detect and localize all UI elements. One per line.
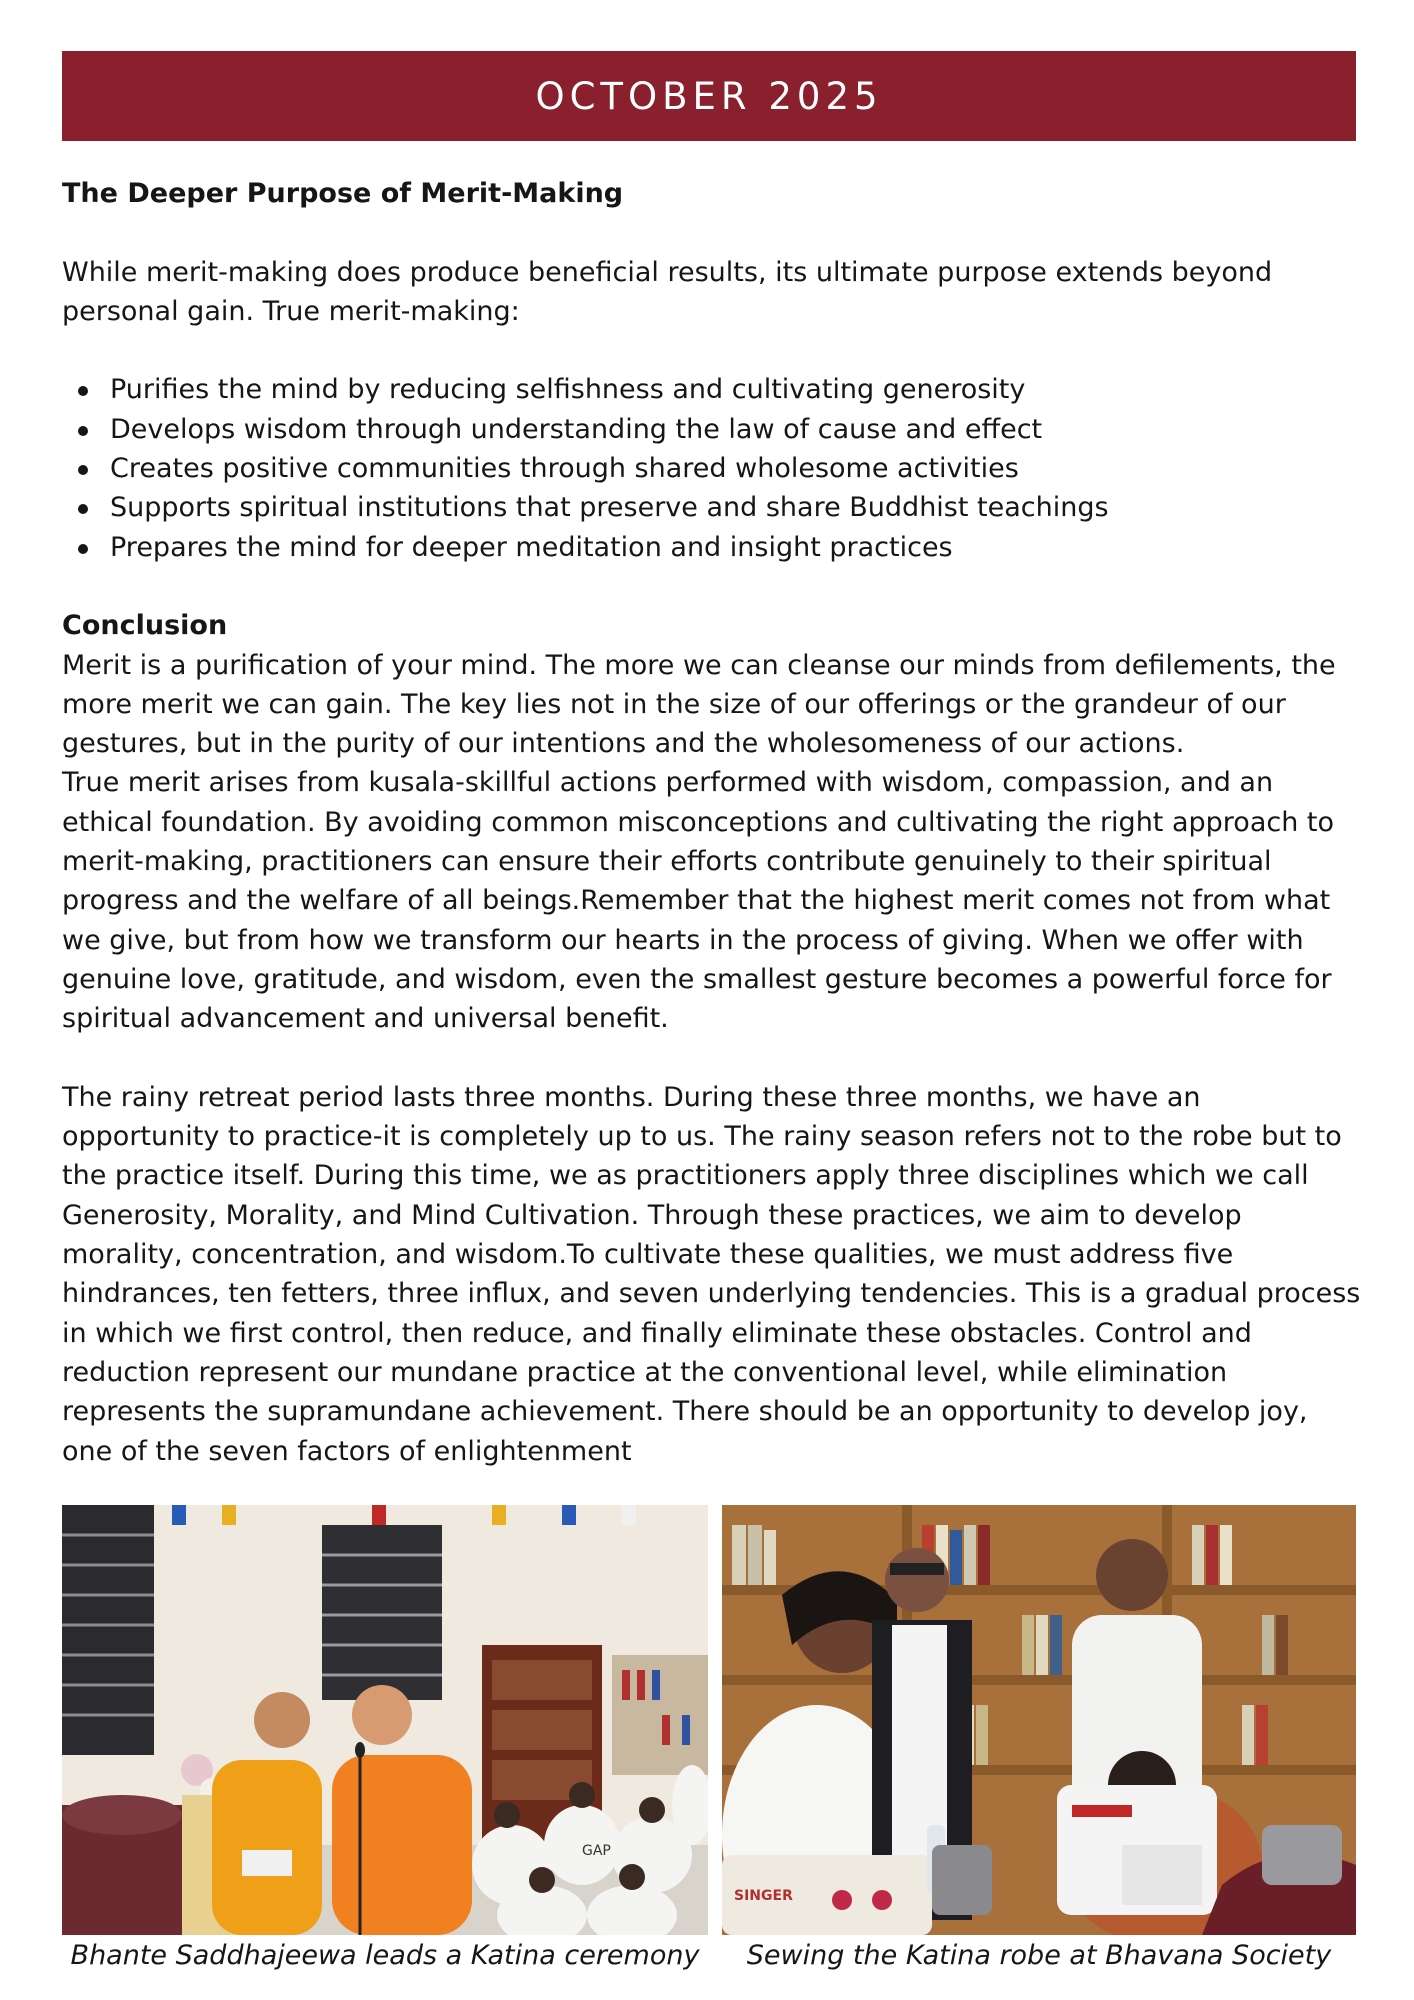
intro-paragraph: While merit-making does produce beneficial results, its ultimate purpose extends beyond personal gain. True merit-making: xyxy=(62,256,1273,327)
list-item: Prepares the mind for deeper meditation and insight practices xyxy=(62,528,1362,567)
list-item: Purifies the mind by reducing selfishness and cultivating generosity xyxy=(62,370,1362,409)
article-body xyxy=(62,174,1362,1471)
sewing-robe-photo xyxy=(722,1505,1356,1935)
conclusion-paragraph-2: True merit arises from kusala-skillful actions performed with wisdom, compassion, and an ethical foundation. By avoiding common misconceptions and cultivating the right approach to merit-making, practitioners can ensure their efforts contribute genuinely to their spiritual progress and the welfare of all beings.Remember that the highest merit comes not from what we give, but from how we transform our hearts in the process of giving. When we offer with genuine love, gratitude, and wisdom, even the smallest gesture becomes a powerful force for spiritual advancement and universal benefit. xyxy=(62,767,1335,1035)
caption-sewing-robe: Sewing the Katina robe at Bhavana Society xyxy=(746,1940,1332,1971)
list-item: Supports spiritual institutions that preserve and share Buddhist teachings xyxy=(62,488,1362,527)
section-heading-conclusion: Conclusion xyxy=(62,610,228,642)
caption-katina-ceremony: Bhante Saddhajeewa leads a Katina ceremony xyxy=(70,1940,700,1971)
singer-brand-text: SINGER xyxy=(734,1888,793,1904)
month-banner xyxy=(62,51,1356,141)
retreat-paragraph: The rainy retreat period lasts three months. During these three months, we have an opportunity to practice-it is completely up to us. The rainy season refers not to the robe but to the practice itself. During this time, we as practitioners apply three disciplines which we call Generosity, Morality, and Mind Cultivation. Through these practices, we aim to develop morality, concentration, and wisdom.To cultivate these qualities, we must address five hindrances, ten fetters, three influx, and seven underlying tendencies. This is a gradual process in which we first control, then reduce, and finally eliminate these obstacles. Control and reduction represent our mundane practice at the conventional level, while elimination represents the supramundane achievement. There should be an opportunity to develop joy, one of the seven factors of enlightenment xyxy=(62,1081,1361,1467)
section-heading-merit: The Deeper Purpose of Merit-Making xyxy=(62,178,624,209)
conclusion-paragraph-1: Merit is a purification of your mind. The more we can cleanse our minds from defilements, the more merit we can gain. The key lies not in the size of our offerings or the grandeur of our gestures, but in the purity of our intentions and the wholesomeness of our actions. xyxy=(62,649,1336,760)
banner-title: OCTOBER 2025 xyxy=(535,74,883,118)
list-item: Develops wisdom through understanding the law of cause and effect xyxy=(62,410,1362,449)
list-item: Creates positive communities through shared wholesome activities xyxy=(62,449,1362,488)
merit-purpose-list xyxy=(62,370,1362,566)
katina-ceremony-photo xyxy=(62,1505,708,1935)
gap-logo-text: GAP xyxy=(582,1843,611,1859)
